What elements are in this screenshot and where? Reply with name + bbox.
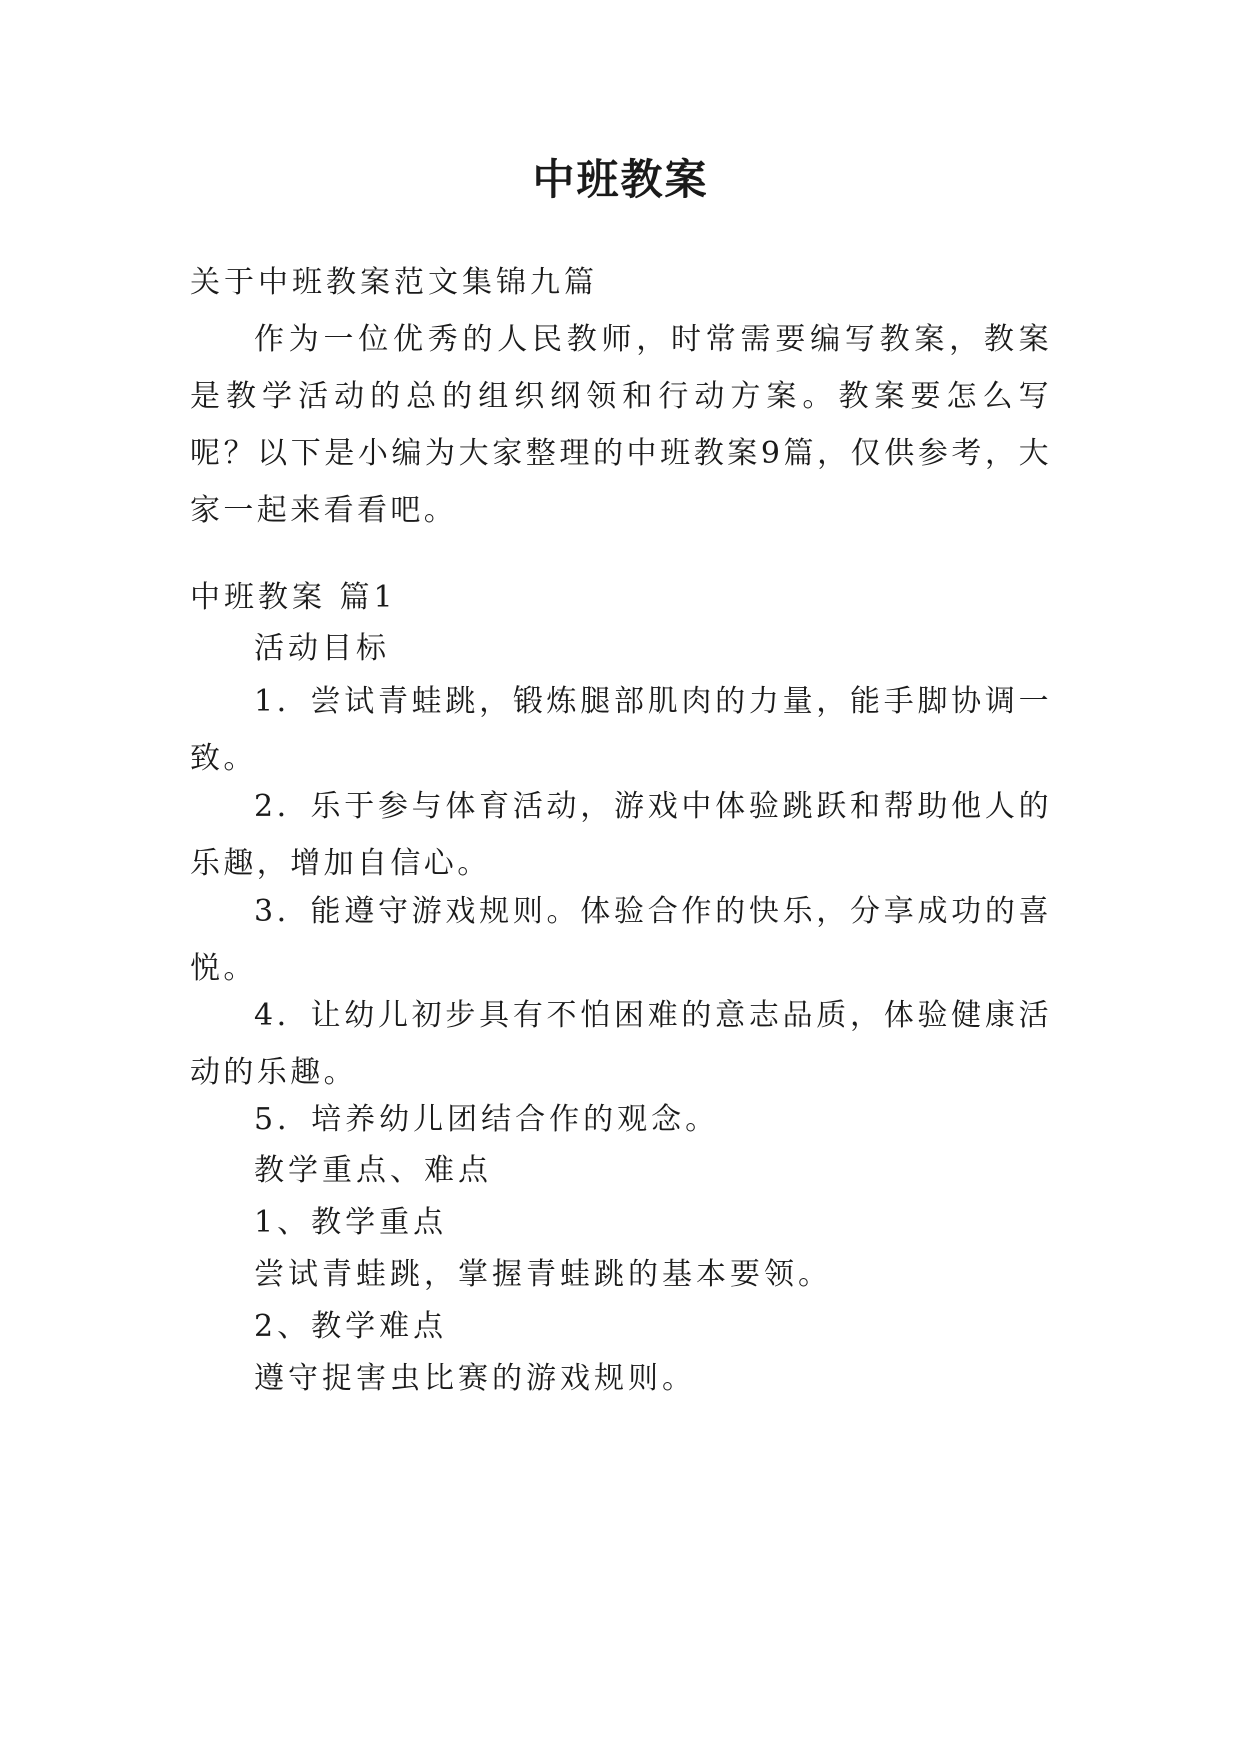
goal-item: 4．让幼儿初步具有不怕困难的意志品质，体验健康活动的乐趣。	[190, 998, 1052, 1090]
document-subtitle: 关于中班教案范文集锦九篇	[190, 265, 598, 300]
intro-paragraph: 作为一位优秀的人民教师，时常需要编写教案，教案是教学活动的总的组织纲领和行动方案。教案要怎么写呢？以下是小编为大家整理的中班教案9篇，仅供参考，大家一起来看看吧。	[190, 322, 1052, 528]
difficulty-label: 2、教学难点	[254, 1309, 448, 1344]
key-point-label: 1、教学重点	[254, 1205, 448, 1240]
key-point-text: 尝试青蛙跳，掌握青蛙跳的基本要领。	[254, 1257, 832, 1292]
goal-item: 1．尝试青蛙跳，锻炼腿部肌肉的力量，能手脚协调一致。	[190, 684, 1052, 776]
goal-item: 2．乐于参与体育活动，游戏中体验跳跃和帮助他人的乐趣，增加自信心。	[190, 789, 1052, 881]
goal-item: 3．能遵守游戏规则。体验合作的快乐，分享成功的喜悦。	[190, 894, 1052, 986]
section-heading: 中班教案 篇1	[190, 580, 397, 615]
difficulty-text: 遵守捉害虫比赛的游戏规则。	[254, 1361, 696, 1396]
focus-heading: 教学重点、难点	[254, 1153, 492, 1188]
document-title: 中班教案	[532, 155, 709, 204]
goals-heading: 活动目标	[254, 631, 390, 666]
goal-item: 5．培养幼儿团结合作的观念。	[254, 1102, 720, 1137]
